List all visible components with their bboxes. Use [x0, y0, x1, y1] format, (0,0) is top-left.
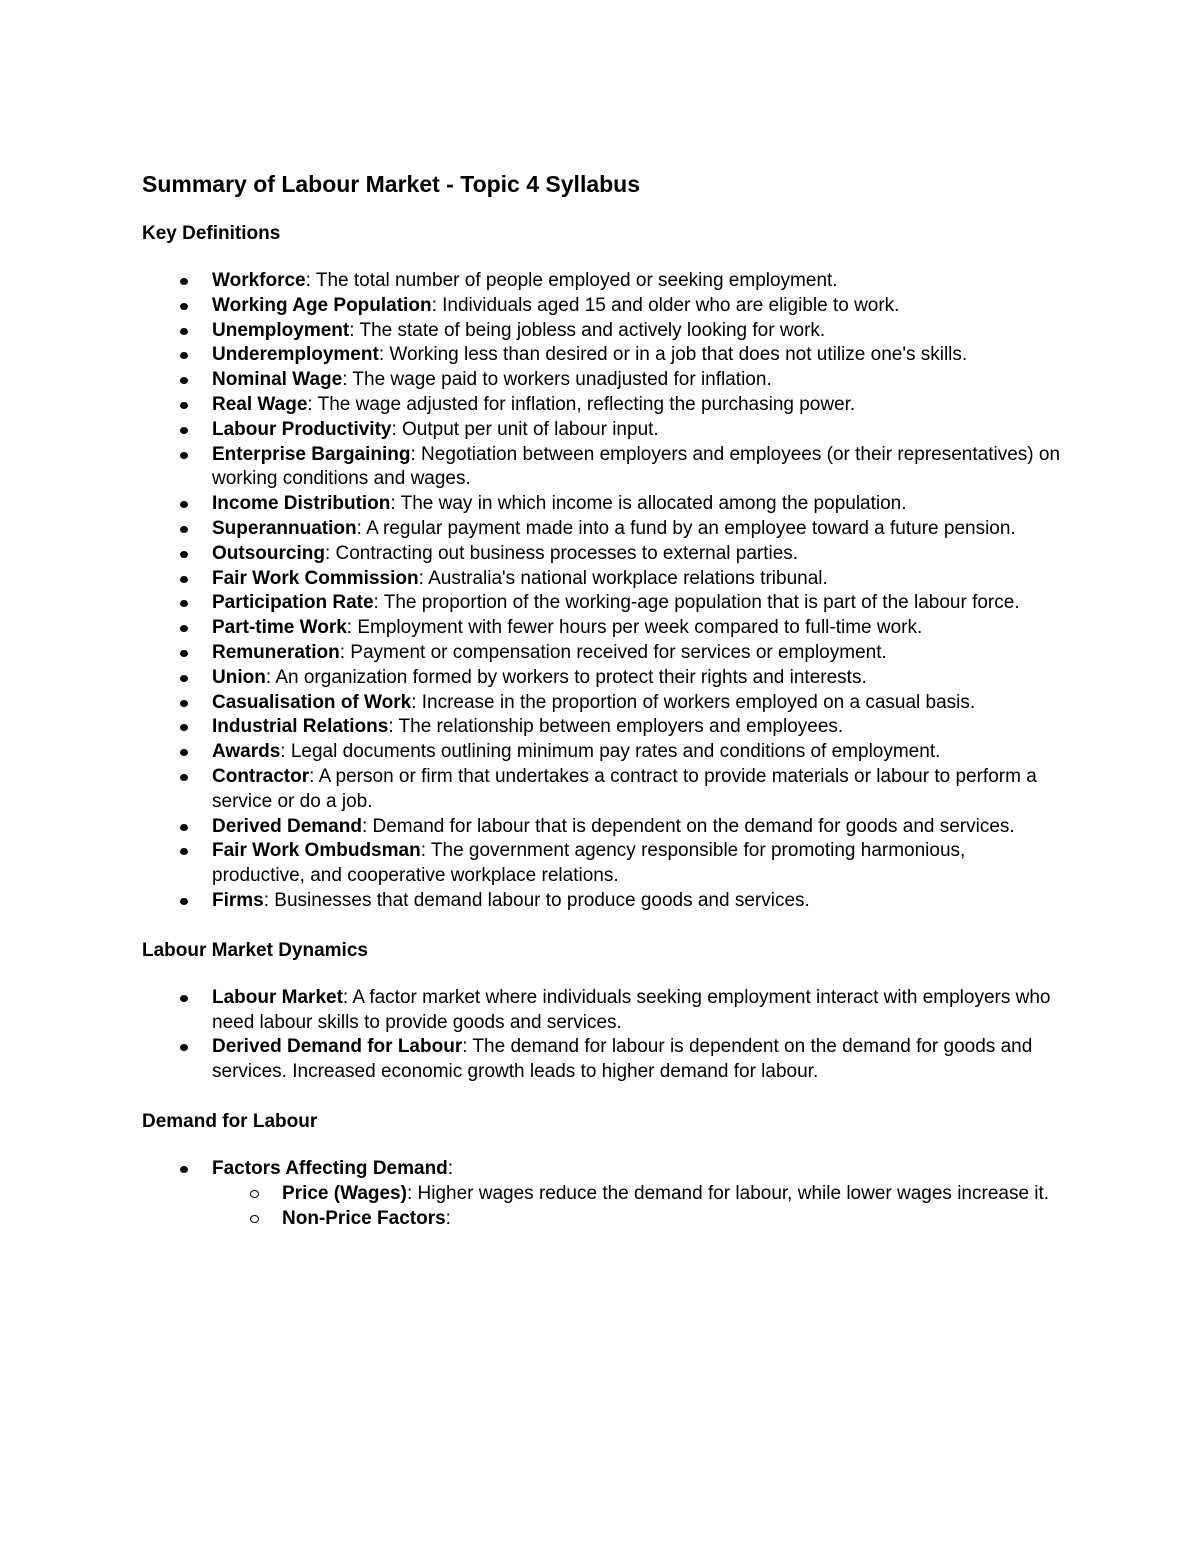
- definition: : The way in which income is allocated among the population.: [390, 493, 907, 515]
- key-definitions-list: [142, 269, 1062, 914]
- list-item: [142, 492, 1062, 517]
- section-heading-labour-market-dynamics: Labour Market Dynamics: [142, 939, 368, 961]
- term: Casualisation of Work: [212, 691, 412, 713]
- term: Factors Affecting Demand: [212, 1157, 448, 1179]
- term: Price (Wages): [282, 1182, 407, 1204]
- term: Fair Work Ombudsman: [212, 840, 421, 862]
- list-item: [142, 343, 1062, 368]
- section-heading-demand-for-labour: Demand for Labour: [142, 1110, 318, 1132]
- list-item: [142, 740, 1062, 765]
- term: Enterprise Bargaining: [212, 443, 411, 465]
- list-item: [142, 269, 1062, 294]
- list-item: [142, 1035, 1062, 1085]
- list-item: [142, 393, 1062, 418]
- list-item: [142, 715, 1062, 740]
- term: Industrial Relations: [212, 716, 389, 738]
- term: Working Age Population: [212, 294, 432, 316]
- list-item: [142, 815, 1062, 840]
- document-title: Summary of Labour Market - Topic 4 Syllabus: [142, 171, 641, 197]
- definition: : The government agency responsible for promoting harmonious, productive, and cooperative workplace relations.: [212, 840, 966, 887]
- demand-for-labour-list: [142, 1157, 1062, 1231]
- list-item: [142, 294, 1062, 319]
- list-item: [142, 889, 1062, 914]
- term: Outsourcing: [212, 542, 325, 564]
- list-item: [142, 986, 1062, 1036]
- definition: : A factor market where individuals seeking employment interact with employers who need labour skills to provide goods and services.: [212, 986, 1051, 1033]
- list-item: [142, 839, 1062, 889]
- sub-list-item: [212, 1182, 1062, 1207]
- list-item: [142, 517, 1062, 542]
- list-item: [142, 418, 1062, 443]
- term: Nominal Wage: [212, 369, 343, 391]
- list-item: [142, 691, 1062, 716]
- list-item: [142, 319, 1062, 344]
- term: Firms: [212, 889, 264, 911]
- term: Fair Work Commission: [212, 567, 419, 589]
- term: Derived Demand for Labour: [212, 1036, 463, 1058]
- term: Union: [212, 666, 266, 688]
- definition: : Increase in the proportion of workers employed on a casual basis.: [411, 691, 976, 713]
- list-item: [142, 1157, 1062, 1231]
- definition: : Contracting out business processes to external parties.: [324, 542, 799, 564]
- definition: :: [447, 1157, 454, 1179]
- list-item: [142, 616, 1062, 641]
- list-item: [142, 591, 1062, 616]
- document-page: [142, 168, 1062, 1231]
- definition: : Businesses that demand labour to produce goods and services.: [263, 889, 810, 911]
- definition: : Output per unit of labour input.: [391, 418, 659, 440]
- definition: : The state of being jobless and actively looking for work.: [349, 319, 826, 341]
- list-item: [142, 443, 1062, 493]
- term: Superannuation: [212, 517, 357, 539]
- definition: : Payment or compensation received for services or employment.: [339, 641, 887, 663]
- sub-list-item: [212, 1207, 1062, 1232]
- list-item: [142, 542, 1062, 567]
- definition: : The total number of people employed or seeking employment.: [305, 270, 838, 291]
- definition: : A person or firm that undertakes a contract to provide materials or labour to perform a service or do a job.: [212, 765, 1037, 812]
- term: Remuneration: [212, 641, 340, 663]
- term: Contractor: [212, 765, 310, 787]
- definition: : Working less than desired or in a job that does not utilize one's skills.: [378, 344, 968, 366]
- list-item: [142, 641, 1062, 666]
- term: Unemployment: [212, 319, 350, 341]
- definition: : The relationship between employers and employees.: [388, 716, 844, 738]
- list-item: [142, 666, 1062, 691]
- definition: : An organization formed by workers to protect their rights and interests.: [265, 666, 867, 688]
- term: Awards: [212, 741, 281, 763]
- term: Labour Market: [212, 986, 343, 1008]
- term: Income Distribution: [212, 493, 391, 515]
- labour-market-dynamics-list: [142, 986, 1062, 1085]
- term: Non-Price Factors: [282, 1207, 446, 1229]
- definition: : Higher wages reduce the demand for labour, while lower wages increase it.: [406, 1182, 1050, 1204]
- definition: :: [445, 1207, 451, 1229]
- definition: : The demand for labour is dependent on the demand for goods and services. Increased economic growth leads to higher demand for labour.: [212, 1036, 1033, 1083]
- definition: : Individuals aged 15 and older who are eligible to work.: [431, 294, 900, 316]
- term: Part-time Work: [212, 617, 347, 639]
- definition: : Negotiation between employers and employees (or their representatives) on working conditions and wages.: [212, 443, 1061, 490]
- term: Participation Rate: [212, 592, 374, 614]
- definition: : Demand for labour that is dependent on the demand for goods and services.: [361, 815, 1015, 837]
- term: Labour Productivity: [212, 418, 392, 440]
- term: Underemployment: [212, 344, 379, 366]
- term: Real Wage: [212, 393, 308, 415]
- list-item: [142, 765, 1062, 815]
- definition: : The proportion of the working-age population that is part of the labour force.: [373, 592, 1020, 614]
- list-item: [142, 368, 1062, 393]
- definition: : A regular payment made into a fund by an employee toward a future pension.: [356, 517, 1016, 539]
- term: Workforce: [212, 270, 306, 291]
- definition: : Australia's national workplace relations tribunal.: [418, 567, 828, 589]
- definition: : The wage adjusted for inflation, reflecting the purchasing power.: [307, 393, 856, 415]
- definition: : Legal documents outlining minimum pay rates and conditions of employment.: [280, 741, 941, 763]
- section-heading-key-definitions: Key Definitions: [142, 223, 281, 244]
- list-item: [142, 567, 1062, 592]
- definition: : The wage paid to workers unadjusted for inflation.: [342, 369, 772, 391]
- definition: : Employment with fewer hours per week compared to full-time work.: [346, 617, 923, 639]
- term: Derived Demand: [212, 815, 362, 837]
- sub-list: [212, 1182, 1062, 1232]
